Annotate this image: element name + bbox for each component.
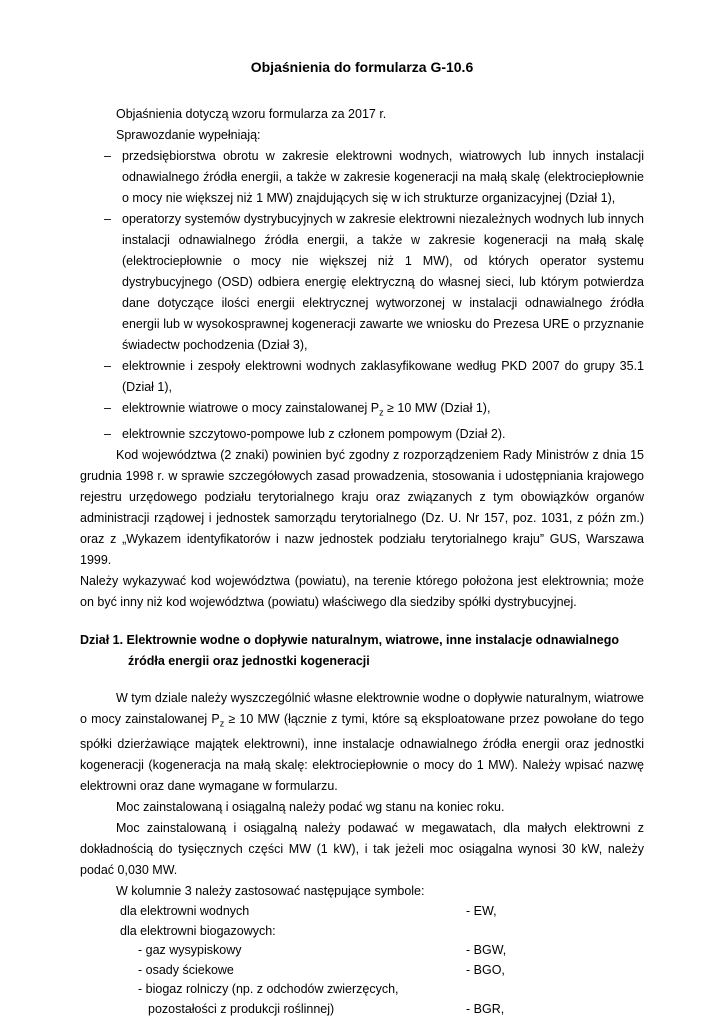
bullet-dash: – [104,426,111,441]
symbol-code [466,980,644,1000]
list-item [80,398,644,424]
symbol-row [80,941,644,961]
intro-line-2: Sprawozdanie wypełniają: [116,128,261,142]
symbol-row [80,1000,644,1020]
list-item [80,146,644,209]
list-item [80,424,644,445]
symbol-code: - BGO, [466,962,505,977]
section-1-heading: Dział 1. Elektrownie wodne o dopływie naturalnym, wiatrowe, inne instalacje odnawialnego źródła energii oraz jednostki kogeneracji [80,632,620,668]
section-1-paragraph-1: W tym dziale należy wyszczególnić własne elektrownie wodne o dopływie naturalnym, wiatrowe o mocy zainstalowanej $P_z \ge 10$ MW (łącznie z tymi, które są eksploatowane przez powołane do tego spółki dzierżawiące majątek elektrowni), inne instalacje odnawialnego źródła energii oraz jednostki kogeneracji (kogeneracja na małą skalę: elektrociepłownie o mocy do 1 MW). Należy wpisać nazwę elektrowni oraz dane wymagane w formularzu. [80,690,645,793]
location-code-paragraph: Należy wykazywać kod województwa (powiatu), na terenie którego położona jest elektrownia; może on być inny niż kod województwa (powiatu) właściwego dla siedziby spółki dystrybucyjnej. [80,573,644,609]
symbol-code: - BGR, [466,1001,505,1016]
symbol-label: dla elektrowni wodnych [120,904,250,918]
list-item-text: elektrownie wiatrowe o mocy zainstalowanej $P_z \ge 10$ MW (Dział 1), [122,401,491,418]
list-item-text: elektrownie szczytowo-pompowe lub z członem pompowym (Dział 2). [122,426,506,441]
voivodeship-code-paragraph: Kod województwa (2 znaki) powinien być zgodny z rozporządzeniem Rady Ministrów z dnia 15 grudnia 1998 r. w sprawie szczegółowych zasad prowadzenia, stosowania i udostępniania krajowego rejestru urzędowego podziału terytorialnego kraju oraz związanych z tym obowiązków organów administracji rządowej i jednostek samorządu terytorialnego (Dz. U. Nr 157, poz. 1031, z późn zm.) oraz z „Wykazem identyfikatorów i nazw jednostek podziału terytorialnego kraju” GUS, Warszawa 1999. [80,447,644,567]
symbol-row [80,922,644,942]
symbol-label: dla elektrowni biogazowych: [120,923,276,938]
symbol-code: - BGW, [466,943,507,957]
list-item-text: operatorzy systemów dystrybucyjnych w zakresie elektrowni niezależnych wodnych lub innych instalacji odnawialnego źródła energii, a także w zakresie kogeneracji na małą skalę (elektrociepłownie o mocy nie większej niż 1 MW), od których operator systemu dystrybucyjnego (OSD) odbiera energię elektryczną do własnej sieci, lub którym potwierdza dane dotyczące ilości energii elektrycznej wytworzonej w instalacji odnawialnego źródła energii lub w wysokosprawnej kogeneracji zawarte we wniosku do Prezesa URE o przyznanie świadectw pochodzenia (Dział 3), [122,212,644,352]
bullet-dash: – [104,149,111,163]
bullet-dash: – [104,359,111,373]
symbol-label: - gaz wysypiskowy [138,943,242,957]
symbol-label: - osady ściekowe [138,962,234,977]
bullet-dash: – [104,212,111,226]
symbol-row [80,980,644,1000]
section-1-paragraph-3: Moc zainstalowaną i osiągalną należy podawać w megawatach, dla małych elektrowni z dokładnością do tysięcznych części MW (1 kW), i tak jeżeli moc osiągalna wynosi 30 kW, należy podać 0,030 MW. [80,821,644,877]
symbol-code: - EW, [466,904,497,918]
document-body [80,104,644,1019]
symbols-intro: W kolumnie 3 należy zastosować następujące symbole: [116,884,425,898]
symbol-row [80,961,644,981]
document-title: Objaśnienia do formularza G-10.6 [250,59,474,75]
list-item [80,356,644,398]
list-item-text: przedsiębiorstwa obrotu w zakresie elektrowni wodnych, wiatrowych lub innych instalacji odnawialnego źródła energii, a także w zakresie kogeneracji na małą skalę (elektrociepłownie o mocy nie większej niż 1 MW) znajdujących się w ich strukturze organizacyjnej (Dział 1), [122,149,644,205]
symbol-label: - biogaz rolniczy (np. z odchodów zwierzęcych, [138,982,399,996]
bullet-dash: – [104,401,111,415]
symbol-row [80,902,644,922]
symbols-table [80,902,644,1019]
list-item [80,209,644,356]
intro-line-1: Objaśnienia dotyczą wzoru formularza za 2017 r. [116,107,387,121]
symbol-label: pozostałości z produkcji roślinnej) [148,1001,335,1016]
list-item-text: elektrownie i zespoły elektrowni wodnych zaklasyfikowane według PKD 2007 do grupy 35.1 (Dział 1), [122,359,644,394]
symbol-code [466,922,644,942]
respondents-list [80,146,644,445]
section-1-paragraph-2: Moc zainstalowaną i osiągalną należy podać wg stanu na koniec roku. [116,800,505,814]
